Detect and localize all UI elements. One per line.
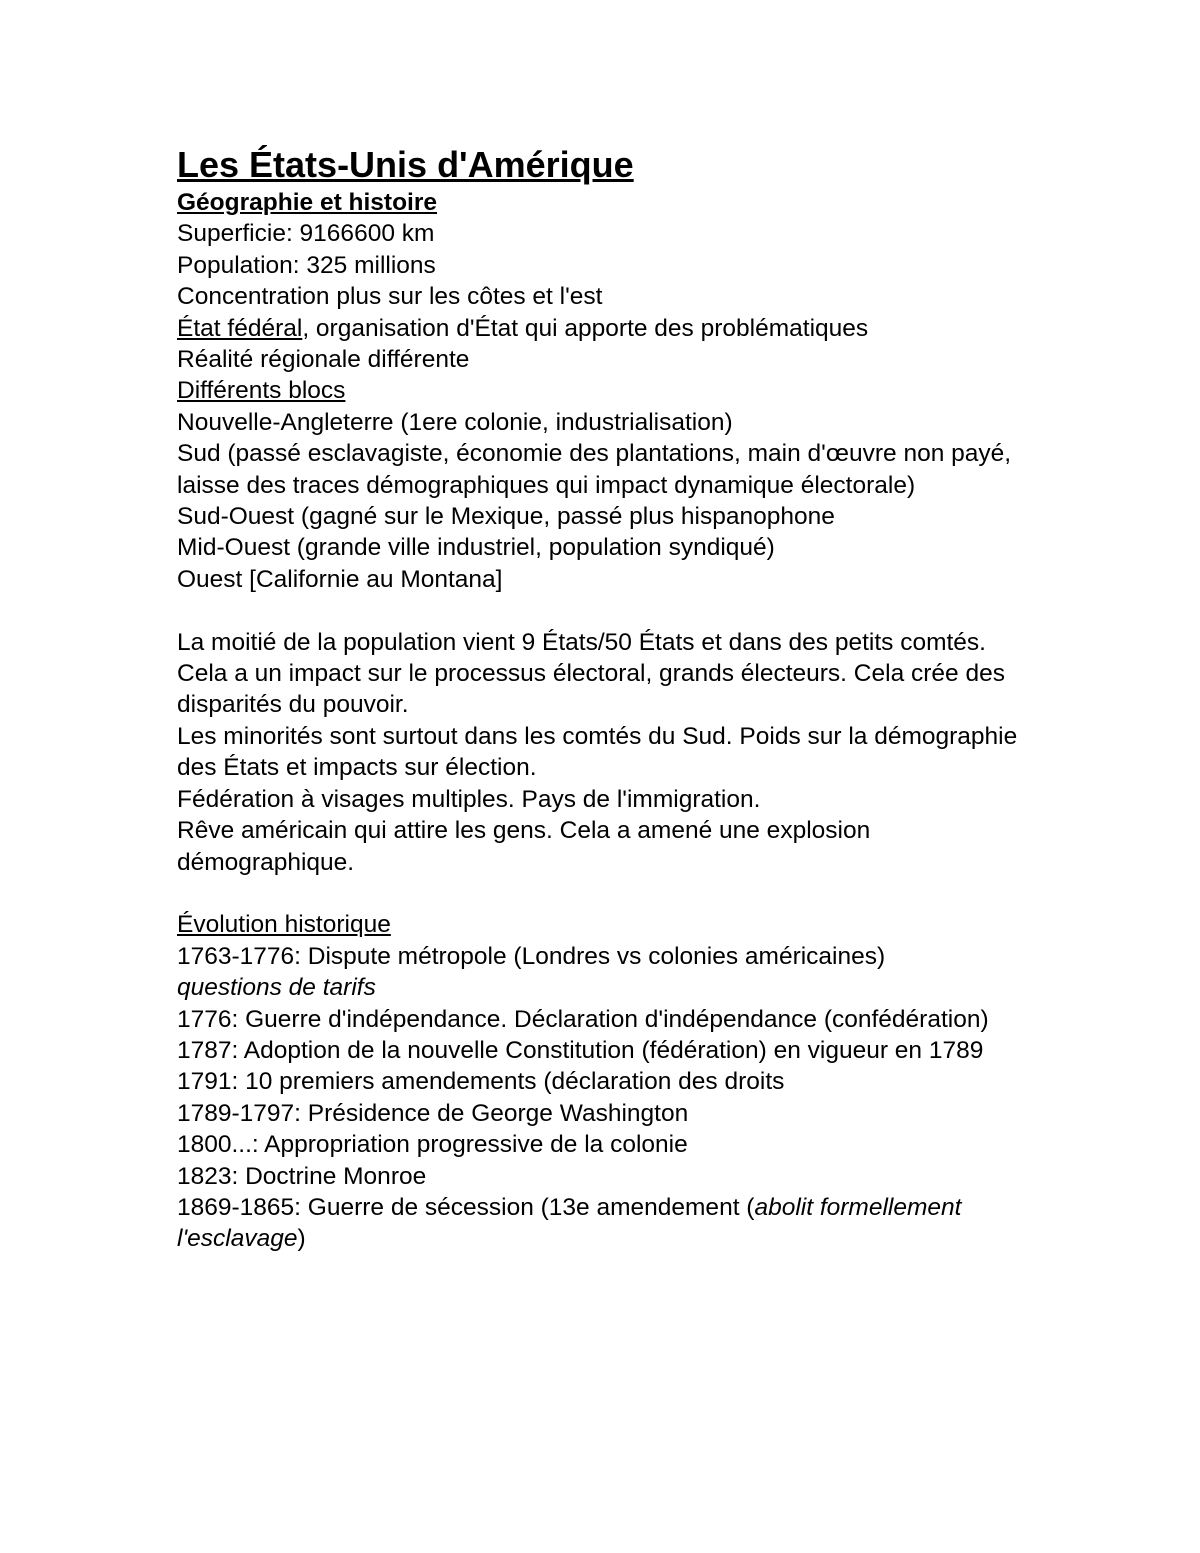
paragraph: Fédération à visages multiples. Pays de l'immigration. <box>177 785 761 813</box>
bloc-item: Ouest [Californie au Montana] <box>177 565 503 593</box>
paragraph: La moitié de la population vient 9 États/50 États et dans des petits comtés. Cela a un impact sur le processus électoral, grands électeurs. Cela crée des disparités du pouvoir. <box>177 628 1005 719</box>
timeline-entry: 1787: Adoption de la nouvelle Constitution (fédération) en vigueur en 1789 <box>177 1036 984 1064</box>
paragraph: Les minorités sont surtout dans les comtés du Sud. Poids sur la démographie des États et impacts sur élection. <box>177 722 1018 782</box>
timeline-entry-note: questions de tarifs <box>177 974 376 1002</box>
timeline-entry-start: 1869-1865: Guerre de sécession (13e amendement ( <box>177 1193 755 1221</box>
timeline-entry: 1763-1776: Dispute métropole (Londres vs colonies américaines) <box>177 942 886 970</box>
timeline-entry-italic: abolit formellement l'esclavage <box>177 1193 962 1253</box>
realite-line: Réalité régionale différente <box>177 346 470 374</box>
bloc-item: Nouvelle-Angleterre (1ere colonie, industrialisation) <box>177 408 733 436</box>
section-subtitle: Géographie et histoire <box>177 189 438 216</box>
timeline-entry-end: ) <box>297 1225 306 1253</box>
document-title: Les États-Unis d'Amérique <box>177 144 634 185</box>
evolution-heading: Évolution historique <box>177 911 391 939</box>
spacer <box>177 595 1037 626</box>
superficie-line: Superficie: 9166600 km <box>177 220 435 248</box>
bloc-item: Mid-Ouest (grande ville industriel, population syndiqué) <box>177 534 775 562</box>
etat-federal-line <box>177 313 1037 344</box>
bloc-item: Sud-Ouest (gagné sur le Mexique, passé plus hispanophone <box>177 503 835 531</box>
timeline-entry: 1800...: Appropriation progressive de la colonie <box>177 1131 688 1159</box>
timeline-entry: 1776: Guerre d'indépendance. Déclaration d'indépendance (confédération) <box>177 1005 989 1033</box>
timeline-entry <box>177 1192 1037 1255</box>
timeline-entry: 1791: 10 premiers amendements (déclaration des droits <box>177 1068 785 1096</box>
etat-federal-rest: , organisation d'État qui apporte des problématiques <box>302 314 869 342</box>
concentration-line: Concentration plus sur les côtes et l'est <box>177 283 603 311</box>
etat-federal-term: État fédéral <box>177 314 303 342</box>
population-line: Population: 325 millions <box>177 251 436 279</box>
document-page <box>177 143 1037 1255</box>
timeline-entry: 1823: Doctrine Monroe <box>177 1162 427 1190</box>
timeline-entry: 1789-1797: Présidence de George Washington <box>177 1099 689 1127</box>
paragraph: Rêve américain qui attire les gens. Cela a amené une explosion démographique. <box>177 817 871 876</box>
blocs-heading: Différents blocs <box>177 377 346 405</box>
spacer <box>177 878 1037 909</box>
bloc-item: Sud (passé esclavagiste, économie des plantations, main d'œuvre non payé, laisse des traces démographiques qui impact dynamique électorale) <box>177 440 1012 499</box>
